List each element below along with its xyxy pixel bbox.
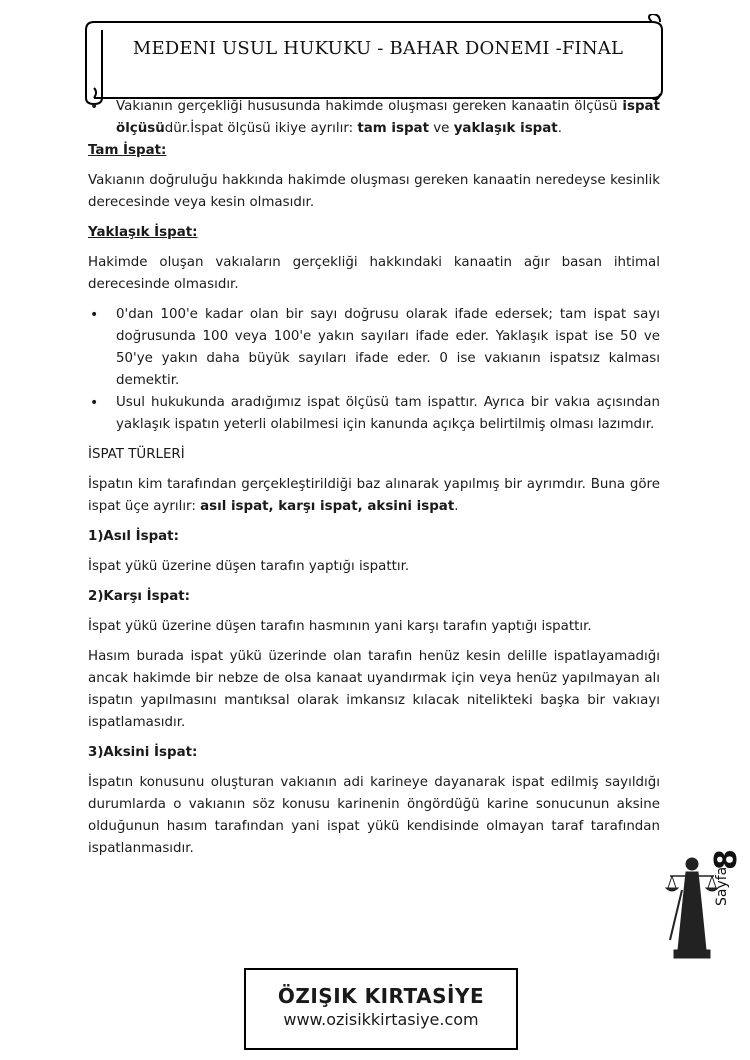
section-heading: 3)Aksini İspat: — [88, 745, 198, 760]
bold-terms: asıl ispat, karşı ispat, aksini ispat — [200, 499, 455, 514]
page-label: Sayfa — [714, 866, 730, 906]
intro-text: ve — [429, 121, 454, 136]
footer-website-link[interactable]: www.ozisikkirtasiye.com — [283, 1010, 479, 1029]
paragraph-text: İspatın kim tarafından gerçekleştirildiği baz alınarak yapılmış bir ayrımdır. Buna göre ispat üçe ayrılır: — [88, 477, 660, 514]
paragraph: Vakıanın doğruluğu hakkında hakimde oluşması gereken kanaatin neredeyse kesinlik derecesinde veya kesin olmasıdır. — [88, 173, 660, 210]
section-heading: 2)Karşı İspat: — [88, 589, 191, 604]
intro-bullet-list — [88, 96, 660, 140]
paragraph: İspatın konusunu oluşturan vakıanın adi karineye dayanarak ispat edilmiş sayıldığı durumlarda o vakıanın söz konusu karinenin öngördüğü karine sonucunun aksine olduğunun hasım tarafından yani ispat yükü kendisinde olmayan taraf tarafından ispatlanmasıdır. — [88, 775, 660, 856]
paragraph: İspat yükü üzerine düşen tarafın yaptığı ispattır. — [88, 559, 410, 574]
page-number: 8 — [708, 849, 744, 870]
title-scroll-banner — [80, 14, 666, 106]
list-item — [88, 96, 660, 140]
scroll-banner-graphic — [80, 14, 666, 106]
paragraph: Hakimde oluşan vakıaların gerçekliği hakkındaki kanaatin ağır basan ihtimal derecesinde olmasıdır. — [88, 255, 660, 292]
page-title: MEDENI USUL HUKUKU - BAHAR DONEMI -FINAL — [132, 38, 624, 59]
paragraph — [88, 474, 660, 518]
section-heading: Tam İspat: — [88, 143, 167, 158]
bullet-list — [88, 304, 660, 436]
section-heading: 1)Asıl İspat: — [88, 529, 179, 544]
intro-bold-term: tam ispat — [357, 121, 429, 136]
intro-text: dür.İspat ölçüsü ikiye ayrılır: — [164, 121, 358, 136]
intro-bold-term: yaklaşık ispat — [453, 121, 558, 136]
footer-box — [244, 968, 518, 1050]
list-item: • 0'dan 100'e kadar olan bir sayı doğrusu olarak ifade edersek; tam ispat sayı doğrusunda 100 veya 100'e yakın sayıları ifade eder. Yaklaşık ispat ise 50 ve 50'ye yakın daha büyük sayıları ifade eder. 0 ise vakıanın ispatsız kalması demektir. — [88, 304, 660, 392]
paragraph: Hasım burada ispat yükü üzerinde olan tarafın henüz kesin delille ispatlayamadığı ancak hakimde bir nebze de olsa kanaat uyandırmak için veya henüz yapılmayan alı ispatın yapılmasını mantıksal olarak imkansız kılacak nitelikteki başka bir vakıayı ispatlamasıdır. — [88, 649, 660, 730]
intro-text: . — [557, 121, 562, 136]
document-body — [88, 96, 660, 860]
paragraph: İspat yükü üzerine düşen tarafın hasmının yani karşı tarafın yaptığı ispattır. — [88, 619, 592, 634]
list-item: • Usul hukukunda aradığımız ispat ölçüsü tam ispattır. Ayrıca bir vakıa açısından yaklaşık ispatın yeterli olabilmesi için kanunda açıkça belirtilmiş olması lazımdır. — [88, 392, 660, 436]
intro-bold-term: ispat ölçüsü — [116, 99, 660, 136]
intro-text: Vakıanın gerçekliği hususunda hakimde oluşması gereken kanaatin ölçüsü — [116, 99, 623, 114]
paragraph-text: . — [454, 499, 459, 514]
section-heading: İSPAT TÜRLERİ — [88, 447, 185, 462]
section-heading: Yaklaşık İspat: — [88, 225, 198, 240]
footer-company-name: ÖZIŞIK KIRTASİYE — [277, 984, 485, 1008]
